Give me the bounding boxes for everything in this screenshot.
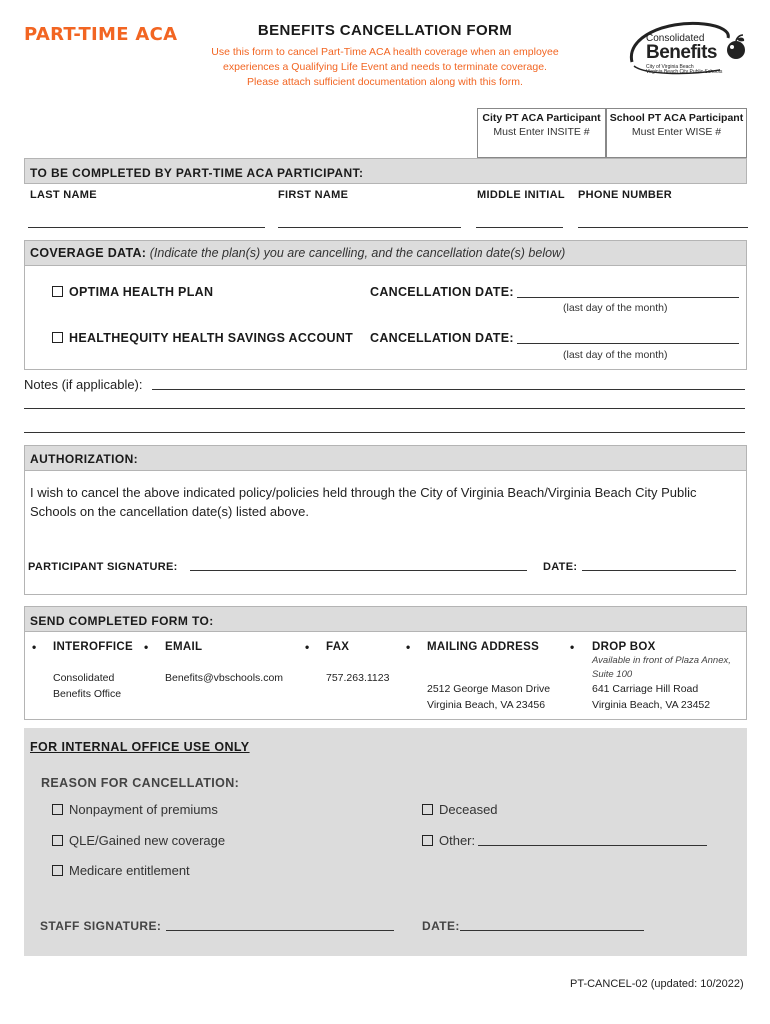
form-instructions xyxy=(185,45,585,90)
city-id-sub: Must Enter INSITE # xyxy=(493,126,590,138)
nonpayment-checkbox[interactable] xyxy=(52,804,63,815)
school-id-sub: Must Enter WISE # xyxy=(631,126,722,138)
fax-label: FAX xyxy=(326,641,350,653)
address-line: Virginia Beach, VA 23456 xyxy=(427,699,546,711)
authorization-text xyxy=(30,483,742,521)
other-label: Other: xyxy=(439,833,476,848)
reason-medicare[interactable] xyxy=(52,863,190,878)
notes-field-line[interactable] xyxy=(24,408,745,409)
coverage-title-italic: (Indicate the plan(s) you are cancelling, and the cancellation date(s) below) xyxy=(149,246,566,260)
city-id-heading: City PT ACA Participant xyxy=(482,112,601,124)
logo-subtext-line: Virginia Beach City Public Schools xyxy=(646,69,723,75)
first-name-label: FIRST NAME xyxy=(278,189,349,201)
participant-section-title: TO BE COMPLETED BY PART-TIME ACA PARTICIPANT: xyxy=(30,166,364,180)
email-address-link[interactable]: Benefits@vbschools.com xyxy=(165,672,284,684)
staff-date-label: DATE: xyxy=(422,919,460,933)
drop-box-note-line: Available in front of Plaza Annex, xyxy=(592,655,731,666)
coverage-section-title xyxy=(30,246,565,260)
hsa-checkbox[interactable] xyxy=(52,332,63,343)
nonpayment-label: Nonpayment of premiums xyxy=(69,802,218,817)
address-line: Consolidated xyxy=(53,672,115,684)
first-name-field[interactable] xyxy=(278,227,461,228)
hsa-cancel-label: CANCELLATION DATE: xyxy=(370,331,514,345)
fax-number: 757.263.1123 xyxy=(326,672,390,684)
reason-label: REASON FOR CANCELLATION: xyxy=(41,776,240,790)
phone-number-label: PHONE NUMBER xyxy=(578,189,673,201)
authorization-text-line: Schools on the cancellation date(s) listed above. xyxy=(30,504,309,519)
deceased-checkbox[interactable] xyxy=(422,804,433,815)
other-checkbox[interactable] xyxy=(422,835,433,846)
reason-other[interactable] xyxy=(422,833,475,848)
middle-initial-label: MIDDLE INITIAL xyxy=(477,189,565,201)
drop-box-label: DROP BOX xyxy=(592,641,656,653)
optima-cancel-date-field[interactable] xyxy=(517,297,739,298)
hsa-date-hint: (last day of the month) xyxy=(563,349,668,361)
notes-field-line[interactable] xyxy=(24,432,745,433)
brand-title: PART-TIME ACA xyxy=(24,24,178,45)
optima-cancel-label: CANCELLATION DATE: xyxy=(370,285,514,299)
optima-date-hint: (last day of the month) xyxy=(563,302,668,314)
school-id-box[interactable] xyxy=(606,108,747,158)
notes-label: Notes (if applicable): xyxy=(24,377,143,392)
mailing-address-label: MAILING ADDRESS xyxy=(427,641,540,653)
hsa-cancel-date-field[interactable] xyxy=(517,343,739,344)
logo-subtext-line: City of Virginia Beach xyxy=(646,64,694,70)
bullet: • xyxy=(570,640,575,654)
interoffice-address xyxy=(53,670,121,702)
authorization-title: AUTHORIZATION: xyxy=(30,452,139,466)
staff-signature-field[interactable] xyxy=(166,930,394,931)
send-section-title: SEND COMPLETED FORM TO: xyxy=(30,614,214,628)
participant-date-label: DATE: xyxy=(543,561,578,573)
hsa-plan-label: HEALTHEQUITY HEALTH SAVINGS ACCOUNT xyxy=(69,331,354,345)
qle-label: QLE/Gained new coverage xyxy=(69,833,226,848)
participant-signature-field[interactable] xyxy=(190,570,527,571)
coverage-title-bold: COVERAGE DATA: xyxy=(30,246,147,260)
form-title: BENEFITS CANCELLATION FORM xyxy=(257,22,513,39)
hsa-plan-option[interactable] xyxy=(52,331,353,345)
deceased-label: Deceased xyxy=(439,802,498,817)
reason-deceased[interactable] xyxy=(422,802,498,817)
drop-box-note xyxy=(592,654,731,682)
other-reason-field[interactable] xyxy=(478,845,707,846)
optima-checkbox[interactable] xyxy=(52,286,63,297)
medicare-checkbox[interactable] xyxy=(52,865,63,876)
address-line: 641 Carriage Hill Road xyxy=(592,683,699,695)
interoffice-label: INTEROFFICE xyxy=(53,641,133,653)
instruction-line: experiences a Qualifying Life Event and needs to terminate coverage. xyxy=(223,61,547,73)
bullet: • xyxy=(305,640,310,654)
address-line: 2512 George Mason Drive xyxy=(427,683,551,695)
mailing-address xyxy=(427,681,550,713)
form-version: PT-CANCEL-02 (updated: 10/2022) xyxy=(570,978,744,990)
drop-box-note-line: Suite 100 xyxy=(592,669,633,680)
instruction-line: Use this form to cancel Part-Time ACA health coverage when an employee xyxy=(211,46,559,58)
optima-plan-label: OPTIMA HEALTH PLAN xyxy=(69,285,214,299)
bullet: • xyxy=(406,640,411,654)
authorization-text-line: I wish to cancel the above indicated policy/policies held through the City of Virginia Beach/Virginia Beach City Public xyxy=(30,485,697,500)
address-line: Benefits Office xyxy=(53,688,122,700)
drop-box-address xyxy=(592,681,710,713)
bullet: • xyxy=(144,640,149,654)
participant-signature-label: PARTICIPANT SIGNATURE: xyxy=(28,561,178,573)
internal-use-title: FOR INTERNAL OFFICE USE ONLY xyxy=(30,740,250,754)
optima-plan-option[interactable] xyxy=(52,285,213,299)
staff-signature-label: STAFF SIGNATURE: xyxy=(40,919,162,933)
middle-initial-field[interactable] xyxy=(476,227,563,228)
staff-date-field[interactable] xyxy=(460,930,644,931)
email-label: EMAIL xyxy=(165,641,203,653)
last-name-field[interactable] xyxy=(28,227,265,228)
instruction-line: Please attach sufficient documentation along with this form. xyxy=(247,76,523,88)
phone-number-field[interactable] xyxy=(578,227,748,228)
logo-text: Benefits xyxy=(646,42,717,63)
last-name-label: LAST NAME xyxy=(30,189,97,201)
participant-date-field[interactable] xyxy=(582,570,736,571)
consolidated-benefits-logo xyxy=(624,18,750,80)
logo-subtext xyxy=(646,65,726,75)
school-id-heading: School PT ACA Participant xyxy=(609,112,744,124)
qle-checkbox[interactable] xyxy=(52,835,63,846)
bullet: • xyxy=(32,640,37,654)
city-id-box[interactable] xyxy=(477,108,606,158)
notes-field-line[interactable] xyxy=(152,389,745,390)
address-line: Virginia Beach, VA 23452 xyxy=(592,699,711,711)
reason-qle[interactable] xyxy=(52,833,225,848)
logo-text: Consolidated xyxy=(646,33,705,44)
reason-nonpayment[interactable] xyxy=(52,802,218,817)
medicare-label: Medicare entitlement xyxy=(69,863,190,878)
